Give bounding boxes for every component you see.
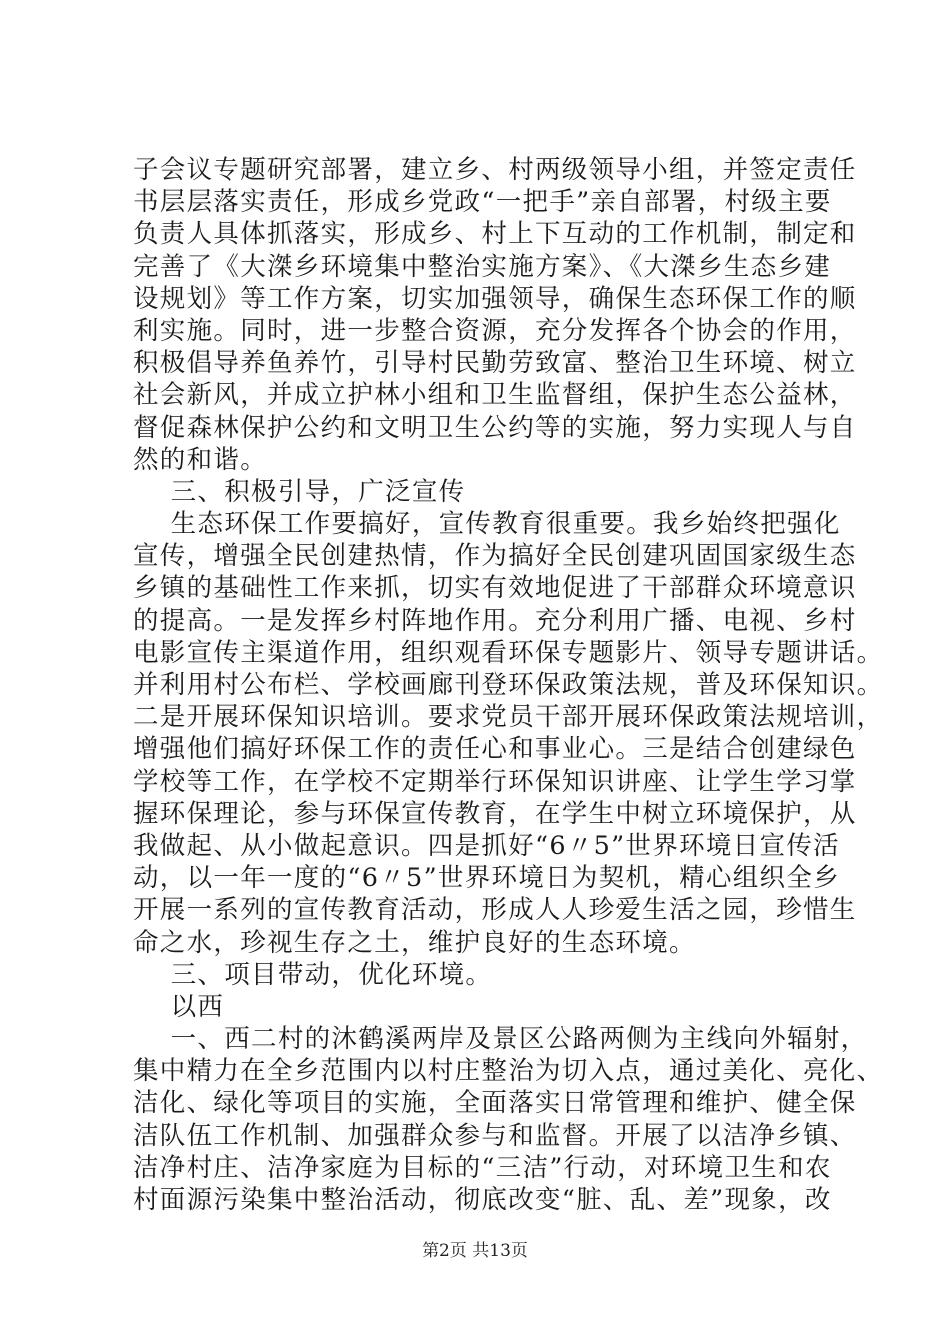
text-line: 积极倡导养鱼养竹，引导村民勤劳致富、整治卫生环境、树立 — [133, 348, 857, 379]
text-line: 三、项目带动，优化环境。 — [133, 959, 493, 990]
text-line: 督促森林保护公约和文明卫生公约等的实施，努力实现人与自 — [133, 412, 857, 443]
text-line: 三、积极引导，广泛宣传 — [133, 476, 466, 507]
text-line: 电影宣传主渠道作用，组织观看环保专题影片、领导专题讲话。 — [133, 637, 884, 668]
text-line: 洁队伍工作机制、加强群众参与和监督。开展了以洁净乡镇、 — [133, 1120, 857, 1151]
text-line: 村面源污染集中整治活动，彻底改变“脏、乱、差”现象，改 — [133, 1185, 832, 1215]
text-line: 增强他们搞好环保工作的责任心和事业心。三是结合创建绿色 — [133, 734, 857, 765]
text-line: 并利用村公布栏、学校画廊刊登环保政策法规，普及环保知识。 — [133, 670, 884, 700]
text-line: 集中精力在全乡范围内以村庄整治为切入点，通过美化、亮化、 — [133, 1056, 884, 1087]
document-body — [133, 154, 884, 1216]
text-line: 书层层落实责任，形成乡党政“一把手”亲自部署，村级主要 — [133, 187, 832, 218]
text-line: 的提高。一是发挥乡村阵地作用。充分利用广播、电视、乡村 — [133, 605, 857, 636]
text-line: 洁化、绿化等项目的实施，全面落实日常管理和维护、健全保 — [133, 1088, 857, 1119]
text-line: 完善了《大滐乡环境集中整治实施方案》、《大滐乡生态乡建 — [133, 251, 832, 282]
page-footer: 第2页 共13页 — [422, 1241, 528, 1261]
text-line: 洁净村庄、洁净家庭为目标的“三洁”行动，对环境卫生和农 — [133, 1152, 832, 1183]
text-line: 握环保理论，参与环保宣传教育，在学生中树立环境保护，从 — [133, 798, 857, 829]
text-line: 动，以一年一度的“6〃5”世界环境日为契机，精心组织全乡 — [133, 863, 840, 894]
text-line: 宣传，增强全民创建热情，作为搞好全民创建巩固国家级生态 — [133, 541, 857, 572]
text-line: 子会议专题研究部署，建立乡、村两级领导小组，并签定责任 — [133, 155, 857, 185]
text-line: 生态环保工作要搞好，宣传教育很重要。我乡始终把强化 — [133, 509, 841, 540]
text-line: 一、西二村的沐鹤溪两岸及景区公路两侧为主线向外辐射， — [133, 1024, 868, 1055]
text-line: 然的和谐。 — [133, 444, 268, 475]
text-line: 负责人具体抓落实，形成乡、村上下互动的工作机制，制定和 — [133, 219, 857, 250]
text-line: 以西 — [133, 991, 225, 1022]
text-line: 利实施。同时，进一步整合资源，充分发挥各个协会的作用， — [133, 315, 857, 346]
text-line: 我做起、从小做起意识。四是抓好“6〃5”世界环境日宣传活 — [133, 830, 840, 861]
text-line: 学校等工作，在学校不定期举行环保知识讲座、让学生学习掌 — [133, 766, 857, 797]
text-line: 社会新风，并成立护林小组和卫生监督组，保护生态公益林， — [133, 380, 857, 411]
text-line: 二是开展环保知识培训。要求党员干部开展环保政策法规培训， — [133, 702, 884, 733]
text-line: 开展一系列的宣传教育活动，形成人人珍爱生活之园，珍惜生 — [133, 895, 857, 926]
text-line: 设规划》等工作方案，切实加强领导，确保生态环保工作的顺 — [133, 283, 857, 314]
text-line: 乡镇的基础性工作来抓，切实有效地促进了干部群众环境意识 — [133, 573, 857, 604]
text-line: 命之水，珍视生存之土，维护良好的生态环境。 — [133, 927, 696, 958]
